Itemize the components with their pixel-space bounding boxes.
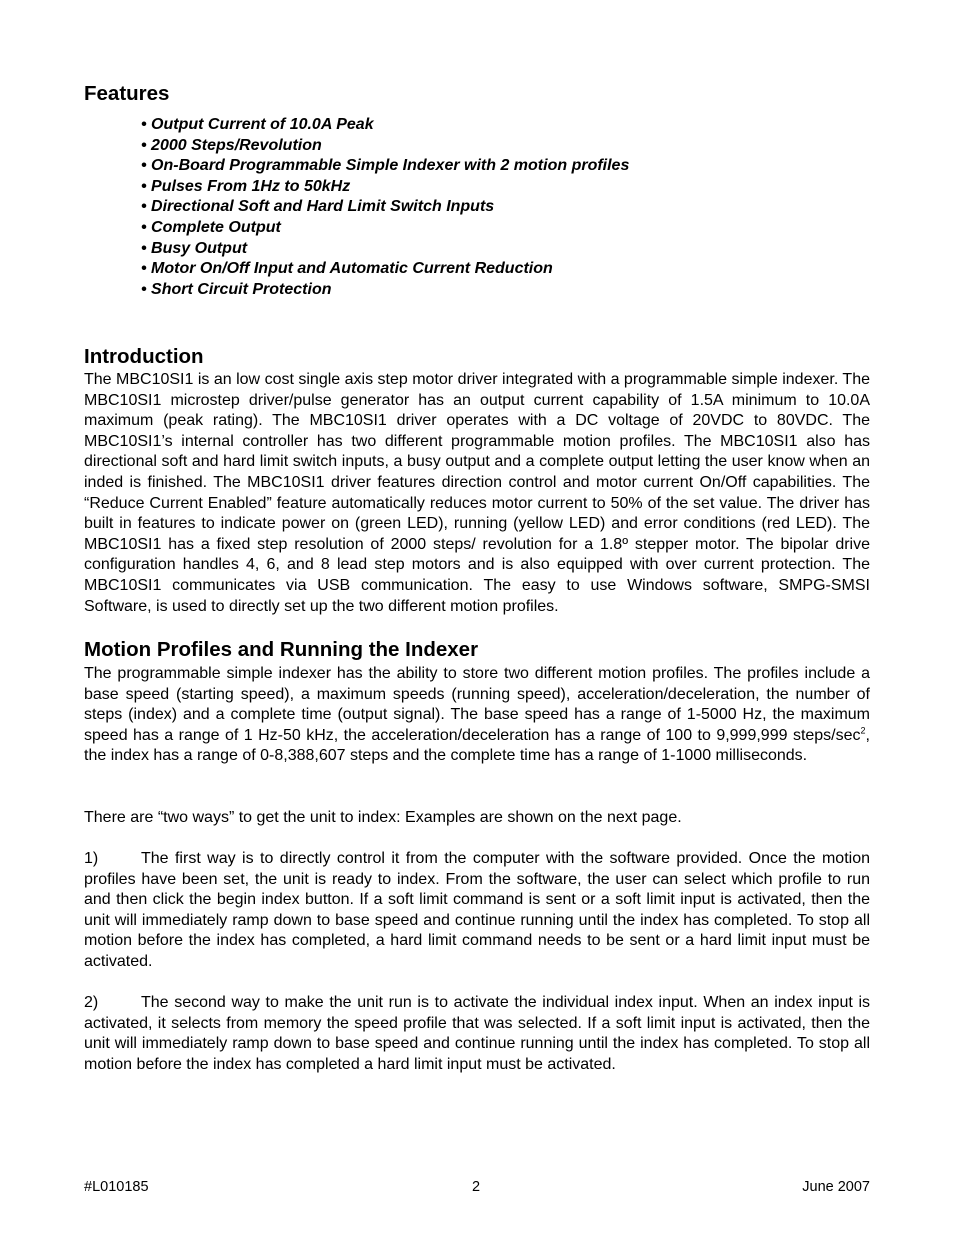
footer-page-number: 2 bbox=[472, 1179, 481, 1195]
feature-item: • Directional Soft and Hard Limit Switch Inputs bbox=[141, 198, 495, 216]
way-one-paragraph bbox=[84, 849, 870, 973]
feature-item: • Pulses From 1Hz to 50kHz bbox=[141, 177, 351, 195]
motion-profiles-paragraph bbox=[84, 664, 870, 767]
way-one-text: The first way is to directly control it from the computer with the software provided. Once the motion profiles have been set, the unit is ready to index. From the software, the user can select which profile to run and then click the begin index button. If a soft limit command is sent or a soft limit input is activated, then the unit will immediately ramp down to base speed and continue running until the index has completed. To stop all motion before the index has completed, a hard limit command needs to be sent or a hard limit input must be activated. bbox=[84, 850, 870, 970]
features-heading: Features bbox=[84, 82, 170, 105]
way-two-text: The second way to make the unit run is to activate the individual index input. When an index input is activated, it selects from memory the speed profile that was selected. If a soft limit input is activated, then the unit will immediately ramp down to base speed and continue running until the index has completed. To stop all motion before the index has completed a hard limit input must be activated. bbox=[84, 994, 870, 1073]
feature-item: • Output Current of 10.0A Peak bbox=[141, 116, 374, 133]
footer-doc-number: #L010185 bbox=[84, 1179, 149, 1195]
superscript-exponent: 2 bbox=[860, 725, 866, 736]
feature-item: • 2000 Steps/Revolution bbox=[141, 136, 322, 154]
feature-item: • On-Board Programmable Simple Indexer with 2 motion profiles bbox=[141, 157, 630, 175]
way-two-paragraph bbox=[84, 993, 870, 1075]
feature-item: • Motor On/Off Input and Automatic Current Reduction bbox=[141, 260, 553, 278]
feature-item: • Short Circuit Protection bbox=[141, 280, 332, 298]
list-number: 1) bbox=[84, 850, 99, 867]
motion-profiles-text-cont: , the index has a range of 0-8,388,607 steps and the complete time has a range of 1-1000 milliseconds. bbox=[84, 726, 870, 765]
footer-date: June 2007 bbox=[802, 1179, 870, 1195]
feature-item: • Busy Output bbox=[141, 239, 248, 257]
list-number: 2) bbox=[84, 994, 99, 1011]
introduction-heading: Introduction bbox=[84, 345, 204, 368]
motion-profiles-text: The programmable simple indexer has the ability to store two different motion profiles. The profiles include a base speed (starting speed), a maximum speeds (running speed), acceleration/deceleration, the number of steps (index) and a complete time (output signal). The base speed has a range of 1-5000 Hz, the maximum speed has a range of 1 Hz-50 kHz, the acceleration/deceleration has a range of 100 to 9,999,999 steps/sec bbox=[84, 665, 870, 744]
motion-profiles-heading: Motion Profiles and Running the Indexer bbox=[84, 638, 479, 661]
features-list bbox=[141, 115, 629, 300]
introduction-paragraph: The MBC10SI1 is an low cost single axis step motor driver integrated with a programmable simple indexer. The MBC10SI1 microstep driver/pulse generator has an output current capability of 1.5A minimum to 10.0A maximum (peak rating). The MBC10SI1 driver operates with a DC voltage of 20VDC to 80VDC. The MBC10SI1’s internal controller has two different programmable motion profiles. The MBC10SI1 also has directional soft and hard limit switch inputs, a busy output and a complete output letting the user know when an inded is finished. The MBC10SI1 driver features direction control and motor current On/Off capabilities. The “Reduce Current Enabled” feature automatically reduces motor current to 50% of the set value. The driver has built in features to indicate power on (green LED), running (yellow LED) and error conditions (red LED). The MBC10SI1 has a fixed step resolution of 2000 steps/ revolution for a 1.8º stepper motor. The bipolar drive configuration handles 4, 6, and 8 lead step motors and is also equipped with over current protection. The MBC10SI1 communicates via USB communication. The easy to use Windows software, SMPG-SMSI Software, is used to directly set up the two different motion profiles. bbox=[84, 371, 870, 615]
two-ways-paragraph: There are “two ways” to get the unit to index: Examples are shown on the next page. bbox=[84, 809, 682, 826]
feature-item: • Complete Output bbox=[141, 218, 281, 236]
